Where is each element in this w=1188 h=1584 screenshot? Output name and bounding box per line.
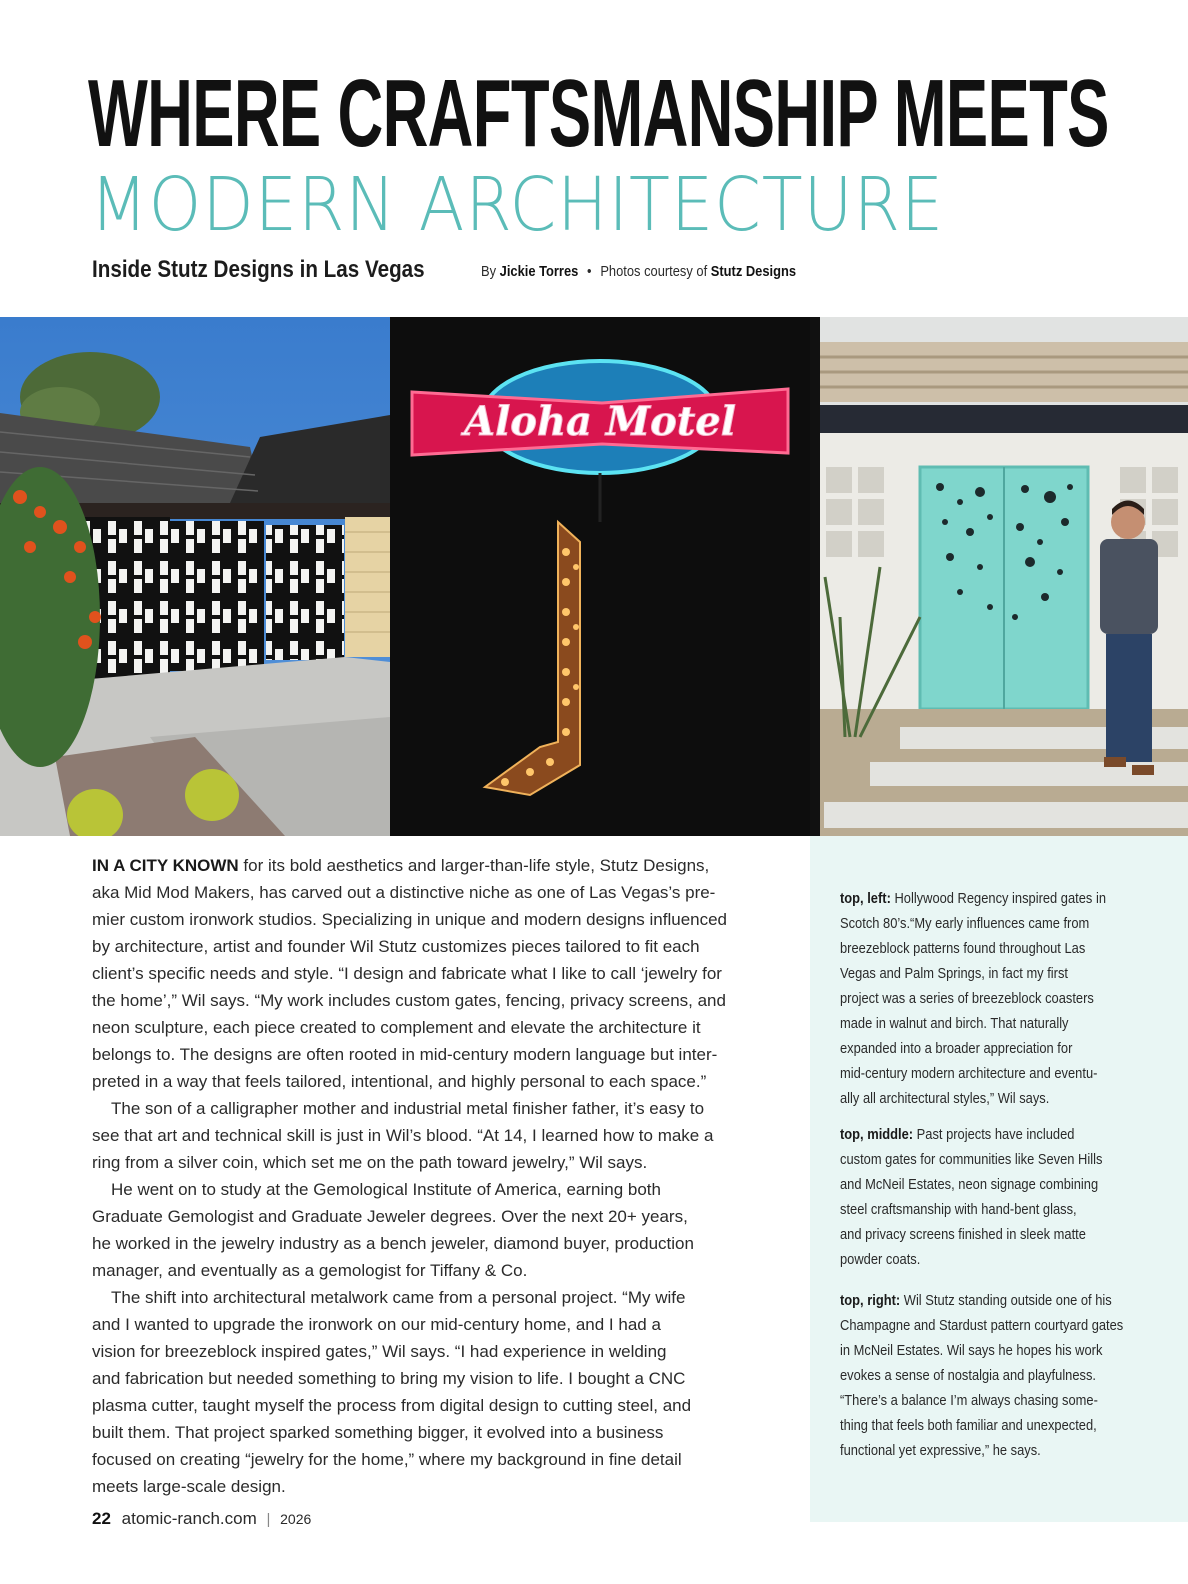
text-line: the home’,” Wil says. “My work includes custom gates, fencing, privacy screens, and [92, 991, 726, 1010]
text-line: He went on to study at the Gemological Institute of America, earning both [111, 1180, 661, 1199]
paragraph-2 [92, 1095, 782, 1176]
text-line: Scotch 80’s.“My early influences came from [840, 915, 1090, 932]
article-body [92, 852, 782, 1500]
footer-site: atomic-ranch.com [121, 1509, 257, 1528]
text-line: evokes a sense of nostalgia and playfulness. [840, 1367, 1097, 1384]
captions-sidebar [810, 836, 1188, 1522]
text-line: in McNeil Estates. Wil says he hopes his work [840, 1342, 1103, 1359]
byline-photos-label: Photos courtesy of [600, 263, 708, 280]
byline-photo-credit: Stutz Designs [710, 263, 797, 280]
text-line: for its bold aesthetics and larger-than-life style, Stutz Designs, [238, 856, 710, 875]
footer-separator: | [266, 1511, 271, 1528]
caption-label: top, middle: [840, 1126, 914, 1143]
text-line: project was a series of breezeblock coasters [840, 990, 1094, 1007]
headline-line-2: MODERN ARCHITECTURE [90, 162, 945, 248]
subheadline: Inside Stutz Designs in Las Vegas [92, 256, 425, 283]
neon-sign-illustration [390, 317, 810, 836]
footer-year: 2026 [280, 1511, 312, 1527]
text-line: mier custom ironwork studios. Specializing in unique and modern designs influenced [92, 910, 728, 929]
text-line: vision for breezeblock inspired gates,” Wil says. “I had experience in welding [92, 1342, 667, 1361]
text-line: and fabrication but needed something to bring my vision to life. I bought a CNC [92, 1369, 686, 1388]
paragraph-1 [92, 852, 782, 1095]
gates-photo-illustration [0, 317, 390, 836]
paragraph-3 [92, 1176, 782, 1284]
text-line: breezeblock patterns found throughout Las [840, 940, 1086, 957]
text-line: ally all architectural styles,” Wil says. [840, 1090, 1050, 1107]
caption-top-middle [840, 1122, 1170, 1272]
starburst-gates-photo-illustration [810, 317, 1188, 836]
text-line: he worked in the jewelry industry as a bench jeweler, diamond buyer, production [92, 1234, 694, 1253]
caption-label: top, left: [840, 890, 891, 907]
text-line: and privacy screens finished in sleek matte [840, 1226, 1086, 1243]
photo-wil-stutz-starburst-gates [810, 317, 1188, 836]
text-line: Champagne and Stardust pattern courtyard gates [840, 1317, 1124, 1334]
text-line: custom gates for communities like Seven Hills [840, 1151, 1103, 1168]
caption-label: top, right: [840, 1292, 901, 1309]
text-line: aka Mid Mod Makers, has carved out a distinctive niche as one of Las Vegas’s pre- [92, 883, 716, 902]
text-line: Vegas and Palm Springs, in fact my first [840, 965, 1069, 982]
text-line: functional yet expressive,” he says. [840, 1442, 1041, 1459]
text-line: mid-century modern architecture and eventu- [840, 1065, 1098, 1082]
byline-by-label: By [481, 263, 497, 280]
text-line: thing that feels both familiar and unexpected, [840, 1417, 1097, 1434]
text-line: belongs to. The designs are often rooted in mid-century modern language but inter- [92, 1045, 718, 1064]
text-line: meets large-scale design. [92, 1477, 286, 1496]
photo-aloha-motel-neon-sign [390, 317, 810, 836]
photo-breezeblock-gates [0, 317, 390, 836]
text-line: plasma cutter, taught myself the process from digital design to cutting steel, and [92, 1396, 692, 1415]
text-line: Graduate Gemologist and Graduate Jeweler degrees. Over the next 20+ years, [92, 1207, 688, 1226]
text-line: manager, and eventually as a gemologist for Tiffany & Co. [92, 1261, 528, 1280]
page-number: 22 [92, 1509, 111, 1528]
text-line: “There’s a balance I’m always chasing some- [840, 1392, 1098, 1409]
text-line: preted in a way that feels tailored, intentional, and highly personal to each space.” [92, 1072, 707, 1091]
text-line: focused on creating “jewelry for the home,” where my background in fine detail [92, 1450, 682, 1469]
byline [481, 263, 796, 281]
text-line: by architecture, artist and founder Wil Stutz customizes pieces tailored to fit each [92, 937, 700, 956]
text-line: Wil Stutz standing outside one of his [900, 1292, 1112, 1309]
text-line: and I wanted to upgrade the ironwork on our mid-century home, and I had a [92, 1315, 661, 1334]
paragraph-4 [92, 1284, 782, 1500]
sign-text: Aloha Motel [464, 398, 736, 445]
text-line: powder coats. [840, 1251, 921, 1268]
text-line: made in walnut and birch. That naturally [840, 1015, 1069, 1032]
text-line: see that art and technical skill is just in Wil’s blood. “At 14, I learned how to make a [92, 1126, 714, 1145]
headline-line-1: WHERE CRAFTSMANSHIP MEETS [88, 60, 1109, 167]
text-line: neon sculpture, each piece created to complement and elevate the architecture it [92, 1018, 701, 1037]
text-line: and McNeil Estates, neon signage combining [840, 1176, 1099, 1193]
text-line: The shift into architectural metalwork came from a personal project. “My wife [111, 1288, 686, 1307]
text-line: ring from a silver coin, which set me on the path toward jewelry,” Wil says. [92, 1153, 648, 1172]
lead-in: IN A CITY KNOWN [92, 856, 239, 875]
text-line: Hollywood Regency inspired gates in [890, 890, 1106, 907]
caption-top-right [840, 1288, 1170, 1463]
text-line: The son of a calligrapher mother and industrial metal finisher father, it’s easy to [111, 1099, 705, 1118]
text-line: expanded into a broader appreciation for [840, 1040, 1073, 1057]
byline-separator: • [587, 263, 592, 280]
page-footer [92, 1508, 311, 1531]
caption-top-left [840, 886, 1170, 1111]
text-line: built them. That project sparked something bigger, it evolved into a business [92, 1423, 664, 1442]
text-line: client’s specific needs and style. “I design and fabricate what I like to call ‘jewelry for [92, 964, 722, 983]
byline-author: Jickie Torres [499, 263, 579, 280]
text-line: steel craftsmanship with hand-bent glass, [840, 1201, 1077, 1218]
text-line: Past projects have included [913, 1126, 1075, 1143]
